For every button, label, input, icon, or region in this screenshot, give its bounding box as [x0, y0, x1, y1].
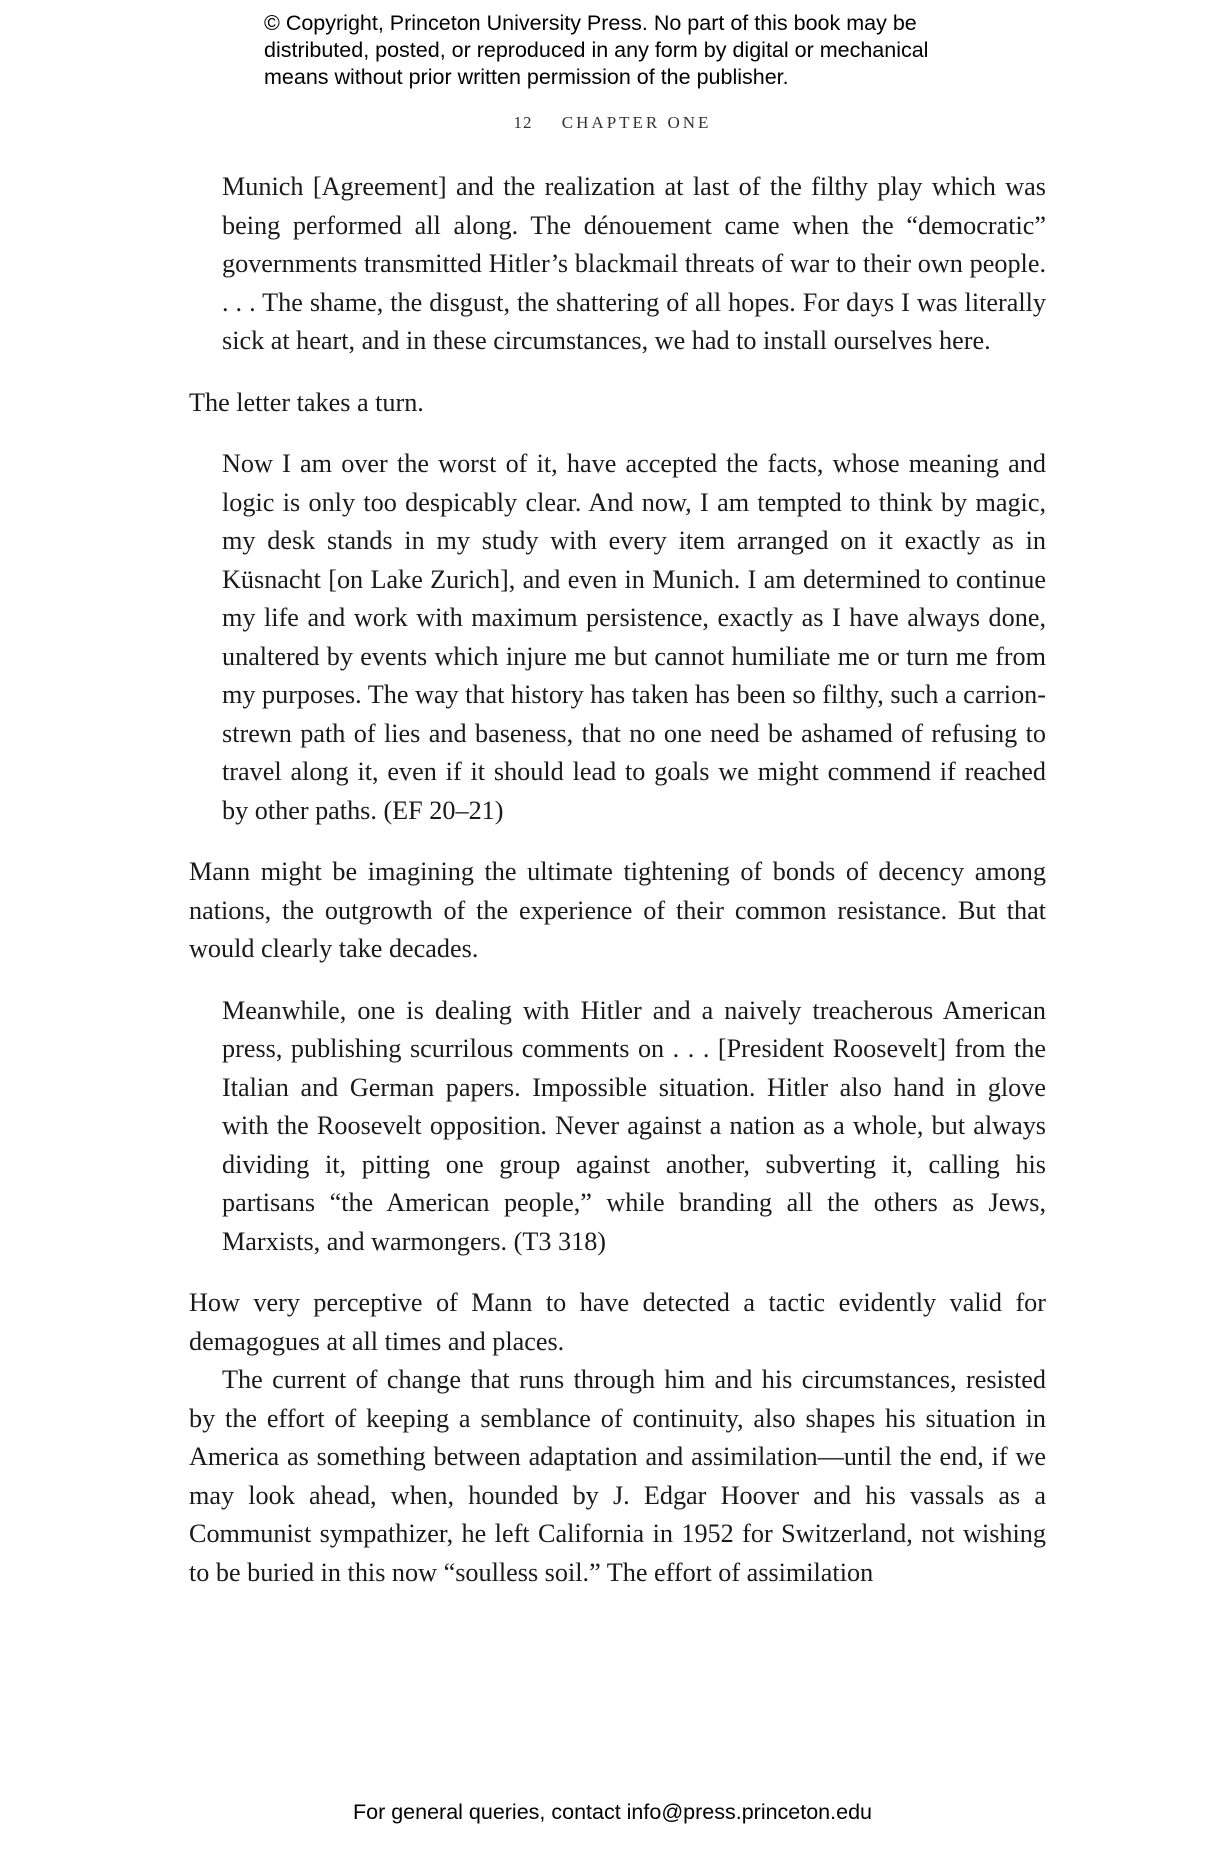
- body-paragraph-2: Mann might be imagining the ultimate tightening of bonds of decency among nations, the outgrowth of the experience of their common resistance. But that would clearly take decades.: [189, 857, 1046, 963]
- page-number: 12: [513, 113, 533, 132]
- copyright-line-3: means without prior written permission of the publisher.: [264, 65, 789, 89]
- copyright-line-1: © Copyright, Princeton University Press. No part of this book may be: [264, 11, 917, 35]
- running-head: [0, 113, 1225, 133]
- block-quote-3: Meanwhile, one is dealing with Hitler and a naively treacherous American press, publishing scurrilous comments on . . . [President Roosevelt] from the Italian and German papers. Impossible situation. Hitler also hand in glove with the Roosevelt opposition. Never against a nation as a whole, but always dividing it, pitting one group against another, subverting it, calling his partisans “the American people,” while branding all the others as Jews, Marxists, and warmongers. (T3 318): [222, 995, 1046, 1256]
- block-quote-1: Munich [Agreement] and the realization at last of the filthy play which was being performed all along. The dénouement came when the “democratic” governments transmitted Hitler’s blackmail threats of war to their own people. . . . The shame, the disgust, the shattering of all hopes. For days I was literally sick at heart, and in these circumstances, we had to install ourselves here.: [222, 172, 1046, 355]
- block-quote-2: Now I am over the worst of it, have accepted the facts, whose meaning and logic is only too despicably clear. And now, I am tempted to think by magic, my desk stands in my study with every item arranged on it exactly as in Küsnacht [on Lake Zurich], and even in Munich. I am determined to continue my life and work with maximum persistence, exactly as I have always done, unaltered by events which injure me but cannot humiliate me or turn me from my purposes. The way that history has taken has been so filthy, such a carrion-strewn path of lies and baseness, that no one need be ashamed of refusing to travel along it, even if it should lead to goals we might commend if reached by other paths. (EF 20–21): [222, 449, 1046, 825]
- contact-footer: For general queries, contact info@press.princeton.edu: [352, 1800, 872, 1824]
- chapter-title: CHAPTER ONE: [561, 113, 712, 132]
- body-paragraph-1: The letter takes a turn.: [189, 387, 424, 417]
- copyright-line-2: distributed, posted, or reproduced in any form by digital or mechanical: [264, 38, 929, 62]
- copyright-notice: [264, 10, 1024, 91]
- body-paragraph-4: The current of change that runs through him and his circumstances, resisted by the effort of keeping a semblance of continuity, also shapes his situation in America as something between adaptation and assimilation—until the end, if we may look ahead, when, hounded by J. Edgar Hoover and his vassals as a Communist sympathizer, he left California in 1952 for Switzerland, not wishing to be buried in this now “soulless soil.” The effort of assimilation: [189, 1365, 1046, 1587]
- body-paragraph-3: How very perceptive of Mann to have detected a tactic evidently valid for demagogues at all times and places.: [189, 1288, 1046, 1356]
- page-body: [189, 168, 1046, 1592]
